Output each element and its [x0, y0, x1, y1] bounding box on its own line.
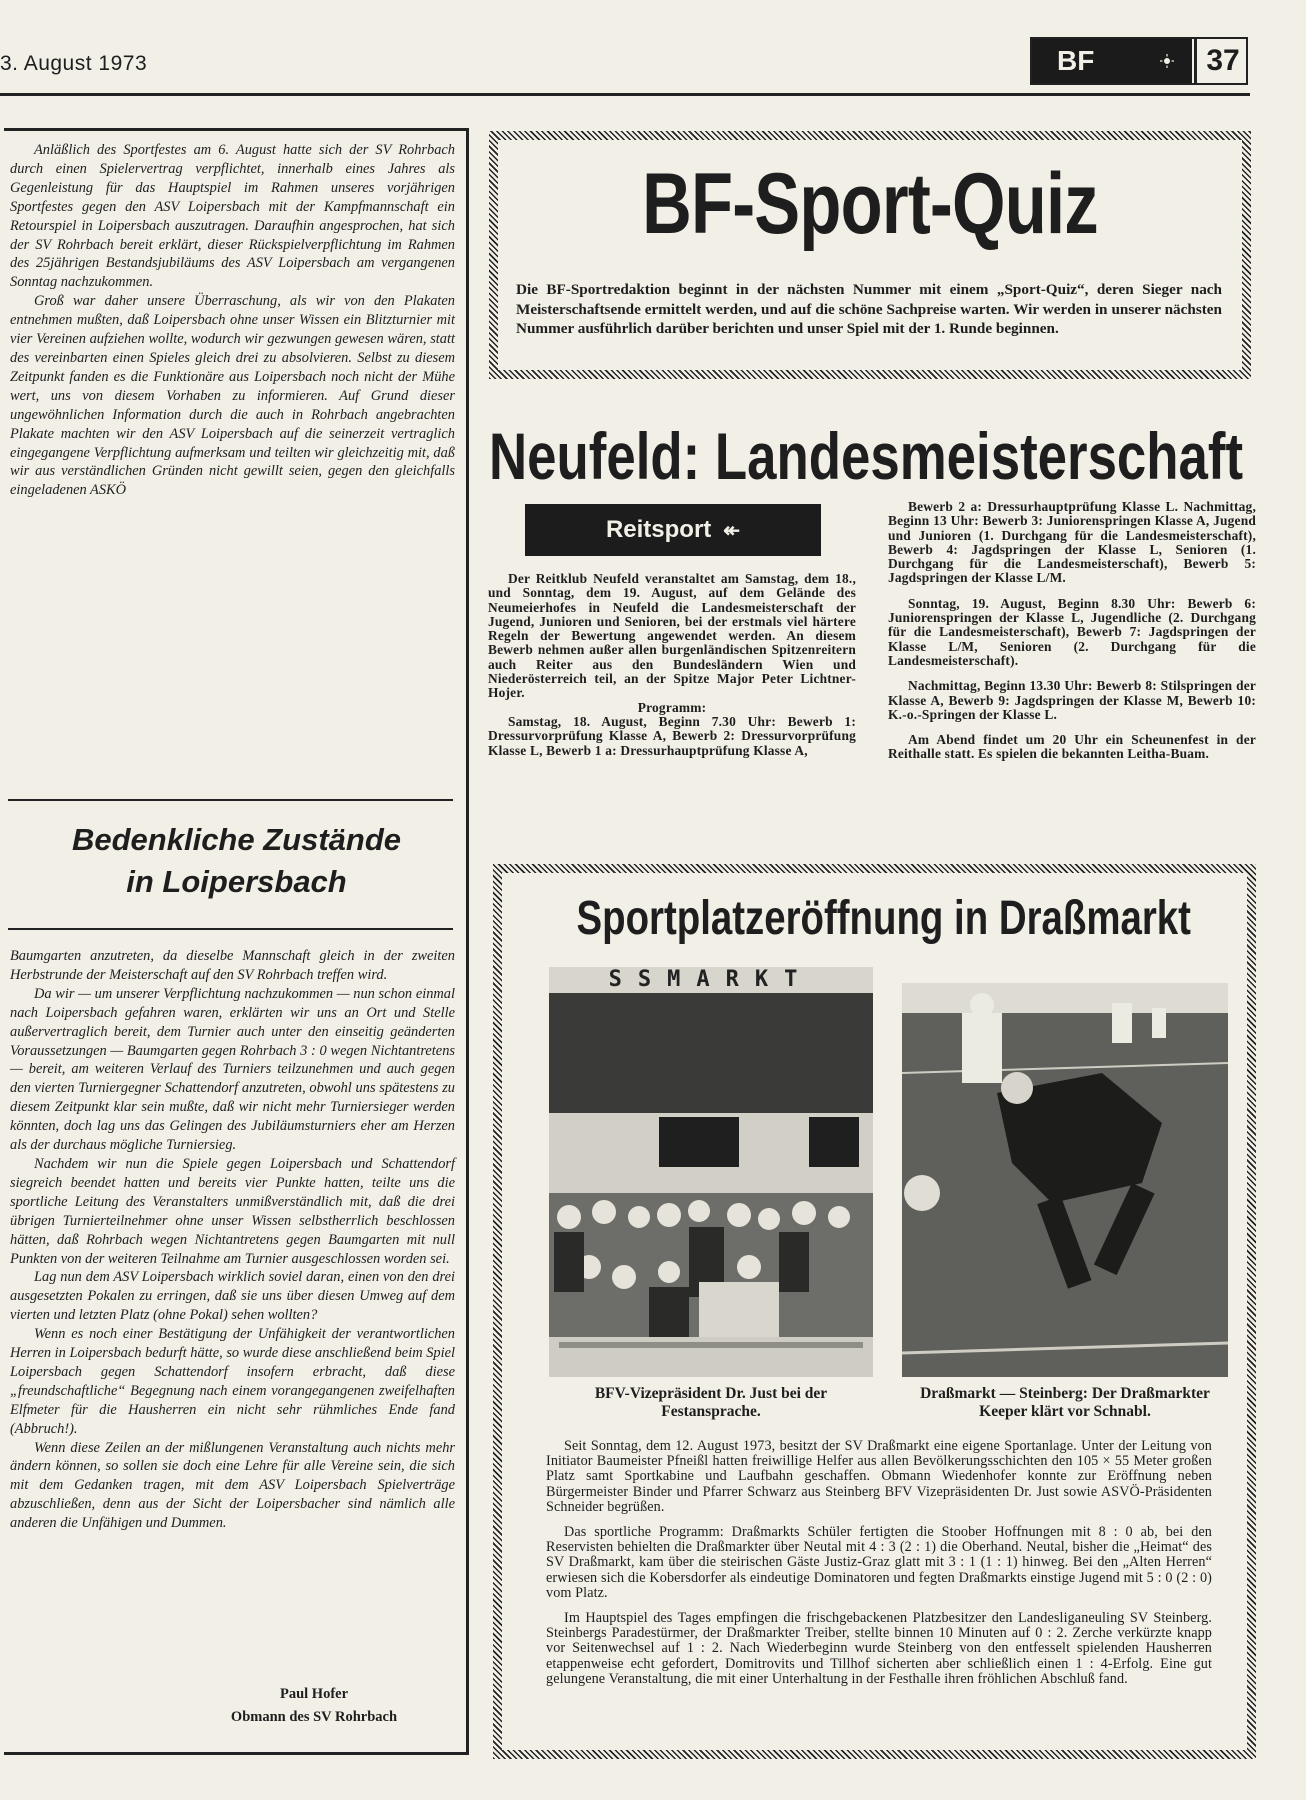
letter-paragraph: Wenn es noch einer Bestätigung der Unfähigkeit der verantwortlichen Herren in Loipersbach bedurft hätte, so wurde diese anschließend beim Spiel Loipersbach gegen Schattendorf insofern erbracht, daß diese „freundschaftliche“ Begegnung nach einem vorangegangenen zweifelhaften Elfmeter für die Hausherren ein nicht sehr rühmliches Ende fand (Abbruch!). [10, 1326, 455, 1437]
program-saturday-cont: Bewerb 2 a: Dressurhauptprüfung Klasse L. Nachmittag, Beginn 13 Uhr: Bewerb 3: Juniorenspringen Klasse A, Jugend und Junioren (1. Durchgang für die Landesmeisterschaft), Bewerb 4: Jagdspringen der Klasse L, Senioren (1. Durchgang für die Landesmeisterschaft), Bewerb 5: Jagdspringen der Klasse L/M. [888, 499, 1256, 586]
drassmarkt-paragraph: Im Hauptspiel des Tages empfingen die frischgebackenen Platzbesitzer den Landesliganeuling SV Steinberg. Steinbergs Paradestürmer, der Draßmarkter Treiber, stellte binnen 10 Minuten auf 0 : 2. Zerche verkürzte knapp vor Seitenwechsel auf 1 : 2. Nach Wiederbeginn wurde Steinberg von den entfesselt spielenden Hausherren etappenweise echt gefordert, Domitrovits und Tillhof sicherten aber schließlich einen 1 : 4-Erfolg. Eine gut gelungene Veranstaltung, die mit einer Unterhaltung in der Festhalle ihren fröhlichen Abschluß fand. [546, 1610, 1212, 1687]
program-sunday-afternoon: Nachmittag, Beginn 13.30 Uhr: Bewerb 8: Stilspringen der Klasse A, Bewerb 9: Jagdspringen der Klasse M, Bewerb 10: K.-o.-Springen der Klasse L. [888, 678, 1256, 722]
letter-paragraph: Nachdem wir nun die Spiele gegen Loipersbach und Schattendorf siegreich beendet hatten und bereits vier Punkte hatten, teilte uns die sportliche Leitung des Veranstalters unmißverständlich mit, daß die drei übrigen Turnierteilnehmer ohne unser Wissen selbstherrlich beschlossen hätten, daß Rohrbach wegen Nichtantretens gegen Baumgarten mit null Punkten von der weiteren Teilnahme am Turnier ausgeschlossen worden sei. [10, 1155, 455, 1267]
ceremony-sign: SSMARKT [608, 967, 814, 992]
drassmarkt-title: Sportplatzeröffnung in Draßmarkt [576, 892, 1191, 945]
drassmarkt-box [493, 864, 1256, 1759]
signature-role: Obmann des SV Rohrbach [230, 1709, 398, 1725]
football-illustration [902, 983, 1228, 1377]
program-saturday: Samstag, 18. August, Beginn 7.30 Uhr: Bewerb 1: Dressurvorprüfung Klasse A, Bewerb 2: Dressurvorprüfung Klasse L, Bewerb 1 a: Dressurhauptprüfung Klasse A, [488, 713, 856, 758]
issue-date: 3. August 1973 [0, 52, 148, 75]
letter-paragraph: Baumgarten anzutreten, da dieselbe Mannschaft gleich in der zweiten Herbstrunde der Meisterschaft auf den SV Rohrbach treffen wird. [10, 948, 455, 983]
reitsport-label: Reitsport [605, 516, 712, 543]
drassmarkt-paragraph: Das sportliche Programm: Draßmarkts Schüler fertigten die Stoober Hoffnungen mit 8 : 0 ab, bei den Reservisten behielten die Draßmarkter über Neutal mit 4 : 3 (2 : 1) die Oberhand. Neutal, bisher die „Heimat“ des SV Draßmarkt, kam über die steirischen Gäste Justiz-Graz glatt mit 3 : 1 (1 : 1) hinweg. Bei den „Alten Herren“ erwiesen sich die Kobersdorfer als eindeutige Dominatoren und fegten Draßmarkts einstige Jugend mit 5 : 0 (2 : 0) vom Platz. [546, 1524, 1212, 1601]
page-logo [1030, 37, 1248, 85]
program-sunday: Sonntag, 19. August, Beginn 8.30 Uhr: Bewerb 6: Juniorenspringen der Klasse L, Jugendliche (2. Durchgang für die Landesmeisterschaft), Bewerb 7: Jagdspringen der Klasse L/M, Senioren (2. Durchgang für die Landesmeisterschaft). [888, 595, 1256, 668]
program-evening: Am Abend findet um 20 Uhr ein Scheunenfest in der Reithalle statt. Es spielen die bekannten Leitha-Buam. [888, 732, 1256, 762]
quiz-text: Die BF-Sportredaktion beginnt in der nächsten Nummer mit einem „Sport-Quiz“, deren Sieger nach Meisterschaftsende ermittelt werden, und auf die schöne Sachpreise warten. Wir werden in unserer nächsten Nummer ausführlich darüber berichten und unser Spiel mit der 1. Runde beginnen. [516, 281, 1222, 337]
heading-rule-top [8, 799, 453, 801]
letter-column [4, 128, 469, 1755]
letter-heading [4, 819, 469, 903]
quiz-title: BF-Sport-Quiz [642, 156, 1098, 252]
page-number: 37 [1194, 39, 1249, 83]
drassmarkt-text [546, 1439, 1212, 1687]
letter-paragraph: Wenn diese Zeilen an der mißlungenen Veranstaltung auch nichts mehr ändern können, so sollen sie doch eine Lehre für alle Vereine sein, die sich mit dem Gedanken tragen, mit dem ASV Loipersbach Spielverträge abzuschließen, denn aus der Sicht der Loipersbacher sind nämlich alle anderen die Unfähigen und Dummen. [10, 1439, 455, 1532]
signature-name: Paul Hofer [279, 1686, 349, 1702]
letter-text-bottom [10, 947, 455, 1533]
header-rule [0, 93, 1250, 96]
letter-heading-line1: Bedenkliche Zustände [71, 822, 402, 857]
arrow-icon: ↞ [723, 520, 741, 542]
caption-football: Draßmarkt — Steinberg: Der Draßmarkter Keeper klärt vor Schnabl. [920, 1385, 1210, 1420]
letter-paragraph: Da wir — um unserer Verpflichtung nachzukommen — nun schon einmal nach Loipersbach gefahren waren, erklärten wir uns an Ort und Stelle außervertraglich bereit, dem Turnier auch unter den einseitig geänderten Voraussetzungen — Baumgarten gegen Rohrbach 3 : 0 wegen Nichtantretens — bereit, am weiteren Verlauf des Turniers teilzunehmen und auch gegen den vierten Turniergegner Schattendorf anzutreten, obwohl uns spätestens zu diesem Zeitpunkt klar sein mußte, daß wir nicht mehr Turniersieger werden könnten, doch lag uns das Gelingen des Jubiläumsturniers eher am Herzen als der durchaus mögliche Turniersieg. [10, 985, 455, 1154]
heading-rule-bottom [8, 928, 453, 930]
caption-ceremony: BFV-Vizepräsident Dr. Just bei der Festansprache. [594, 1385, 828, 1420]
photo-football [902, 983, 1228, 1377]
neufeld-column-1 [488, 572, 856, 758]
neufeld-intro: Der Reitklub Neufeld veranstaltet am Samstag, dem 18., und Sonntag, dem 19. August, auf dem Gelände des Neumeierhofes in Neufeld die Landesmeisterschaft der Jugend, Junioren und Senioren, bei der erstmals viel härtere Regeln der Bewertung angewendet werden. An diesem Bewerb nehmen außer allen burgenländischen Spitzenreitern auch Reiter aus den Bundesländern Wien und Niederösterreich teil, an der Spitze Major Peter Lichtner-Hojer. [488, 571, 856, 701]
letter-text-top [10, 141, 455, 500]
bf-logo: BF [1032, 39, 1192, 83]
letter-heading-line2: in Loipersbach [126, 864, 347, 899]
sun-icon [1160, 54, 1174, 68]
neufeld-column-2 [888, 500, 1256, 762]
quiz-box [489, 131, 1251, 379]
ceremony-illustration [549, 967, 873, 1377]
drassmarkt-paragraph: Seit Sonntag, dem 12. August 1973, besitzt der SV Draßmarkt eine eigene Sportanlage. Unter der Leitung von Initiator Baumeister Pfneißl hatten freiwillige Helfer aus allen Bevölkerungsschichten den 105 × 55 Meter großen Platz samt Sportkabine und Laufbahn geschaffen. Obmann Wiedenhofer konnte zur Eröffnung neben Bürgermeister Binder und Pfarrer Schwarz aus Steinberg BFV Vizepräsidenten Dr. Just sowie ASVÖ-Präsidenten Schneider begrüßen. [546, 1438, 1212, 1515]
letter-paragraph: Anläßlich des Sportfestes am 6. August hatte sich der SV Rohrbach durch einen Spielervertrag verpflichtet, innerhalb eines Jahres als Gegenleistung für das Hauptspiel im Rahmen unseres vorjährigen Sportfestes gegen den ASV Loipersbach mit der Kampfmannschaft ein Retourspiel in Loipersbach auszutragen. Daraufhin angesprochen, hat sich der SV Rohrbach bereit erklärt, dieser Rückspielverpflichtung im Rahmen des 25jährigen Bestandsjubiläums des ASV Loipersbach am vergangenen Sonntag nachzukommen. [10, 142, 455, 291]
program-heading: Programm: [637, 699, 707, 715]
letter-paragraph: Lag nun dem ASV Loipersbach wirklich soviel daran, einen von den drei ausgesetzten Pokalen zu erringen, daß sie uns über diesen Umweg auf dem vierten und letzten Platz (ohne Pokal) sehen wollten? [10, 1269, 455, 1324]
neufeld-headline: Neufeld: Landesmeisterschaft [489, 419, 1244, 493]
reitsport-badge [525, 504, 821, 556]
letter-paragraph: Groß war daher unsere Überraschung, als wir von den Plakaten entnehmen mußten, daß Loipersbach ohne unser Wissen ein Blitzturnier mit vier Vereinen aufziehen wollte, wodurch wir gezwungen gewesen wären, statt des vereinbarten einen Spieles gleich drei zu absolvieren. Selbst zu diesem Zeitpunkt fanden es die Funktionäre aus Loipersbach noch nicht der Mühe wert, uns von diesem Vorhaben zu informieren. Auf Grund dieser ungewöhnlichen Information durch die auch in Rohrbach angebrachten Plakate machten wir den ASV Loipersbach auf die seinerzeit vertraglich eingegangene Verpflichtung aufmerksam und teilten wir gleichzeitig mit, daß wir aus verständlichen Gründen nicht gewillt seien, gegen den gleichfalls eingeladenen ASKÖ [10, 293, 455, 499]
photo-ceremony [549, 967, 873, 1377]
